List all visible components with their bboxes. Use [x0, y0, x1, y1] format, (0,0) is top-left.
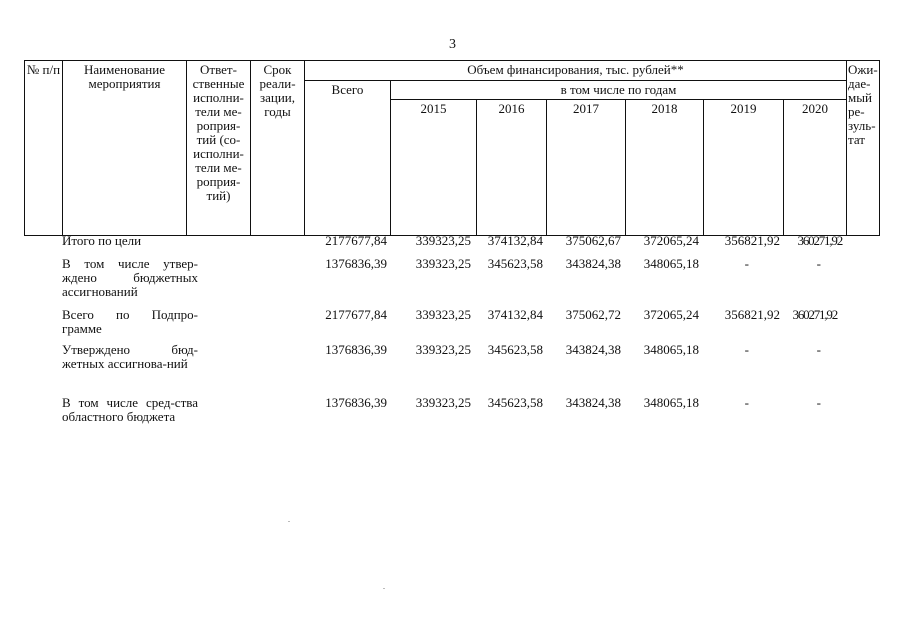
cell-2020: - — [816, 342, 821, 357]
col-responsible-header: Ответ-ственные исполни-тели ме-роприя-тий (со-исполни-тели ме-роприя-тий) — [187, 61, 251, 236]
cell-total: 2177677,84 — [325, 233, 387, 248]
cell-2018: 348065,18 — [643, 395, 699, 410]
col-num-header: № п/п — [25, 61, 63, 236]
cell-2018: 372065,24 — [643, 233, 699, 248]
row-label: В том числе утвер-ждено бюджетных ассигнований — [62, 256, 198, 299]
cell-2017: 375062,72 — [565, 307, 621, 322]
cell-2017: 343824,38 — [565, 256, 621, 271]
row-label: В том числе сред-ства областного бюджета — [62, 395, 198, 424]
cell-2019: 356821,92 — [724, 307, 780, 322]
cell-2017: 343824,38 — [565, 395, 621, 410]
cell-2016: 374132,84 — [487, 307, 543, 322]
cell-total: 1376836,39 — [325, 256, 387, 271]
cell-2019: 356821,92 — [724, 233, 780, 248]
cell-2015: 339323,25 — [415, 395, 471, 410]
row-label: Итого по цели — [62, 233, 142, 248]
cell-2016: 345623,58 — [487, 395, 543, 410]
col-year-2017: 2017 — [547, 100, 626, 236]
cell-2020: 360271,92 — [797, 233, 842, 248]
financing-table-header — [24, 60, 880, 236]
col-total-header: Всего — [305, 81, 391, 236]
cell-2016: 345623,58 — [487, 342, 543, 357]
scan-speck — [383, 588, 385, 589]
cell-2018: 372065,24 — [643, 307, 699, 322]
cell-total: 2177677,84 — [325, 307, 387, 322]
col-year-2020: 2020 — [784, 100, 847, 236]
cell-2020: - — [816, 395, 821, 410]
cell-2015: 339323,25 — [415, 256, 471, 271]
cell-2019: - — [744, 342, 749, 357]
scan-speck — [288, 521, 290, 522]
cell-2015: 339323,25 — [415, 233, 471, 248]
cell-2017: 343824,38 — [565, 342, 621, 357]
row-label: Всего по Подпро-грамме — [62, 307, 198, 336]
col-term-header: Срок реали-зации, годы — [251, 61, 305, 236]
col-year-2019: 2019 — [704, 100, 784, 236]
col-year-2016: 2016 — [477, 100, 547, 236]
cell-2015: 339323,25 — [415, 307, 471, 322]
col-name-header: Наименование мероприятия — [63, 61, 187, 236]
cell-total: 1376836,39 — [325, 395, 387, 410]
cell-2018: 348065,18 — [643, 256, 699, 271]
cell-total: 1376836,39 — [325, 342, 387, 357]
cell-2016: 374132,84 — [487, 233, 543, 248]
cell-2020: - — [816, 256, 821, 271]
cell-2018: 348065,18 — [643, 342, 699, 357]
col-by-years-header: в том числе по годам — [391, 81, 847, 100]
cell-2016: 345623,58 — [487, 256, 543, 271]
col-result-header: Ожи-дае-мый ре-зуль-тат — [847, 61, 880, 236]
cell-2019: - — [744, 395, 749, 410]
col-year-2015: 2015 — [391, 100, 477, 236]
col-funding-header: Объем финансирования, тыс. рублей** — [305, 61, 847, 81]
cell-2020: 360271,92 — [792, 307, 837, 322]
cell-2017: 375062,67 — [565, 233, 621, 248]
col-year-2018: 2018 — [626, 100, 704, 236]
cell-2015: 339323,25 — [415, 342, 471, 357]
row-label: Утверждено бюд-жетных ассигнова-ний — [62, 342, 198, 371]
cell-2019: - — [744, 256, 749, 271]
page-number: 3 — [449, 37, 456, 52]
